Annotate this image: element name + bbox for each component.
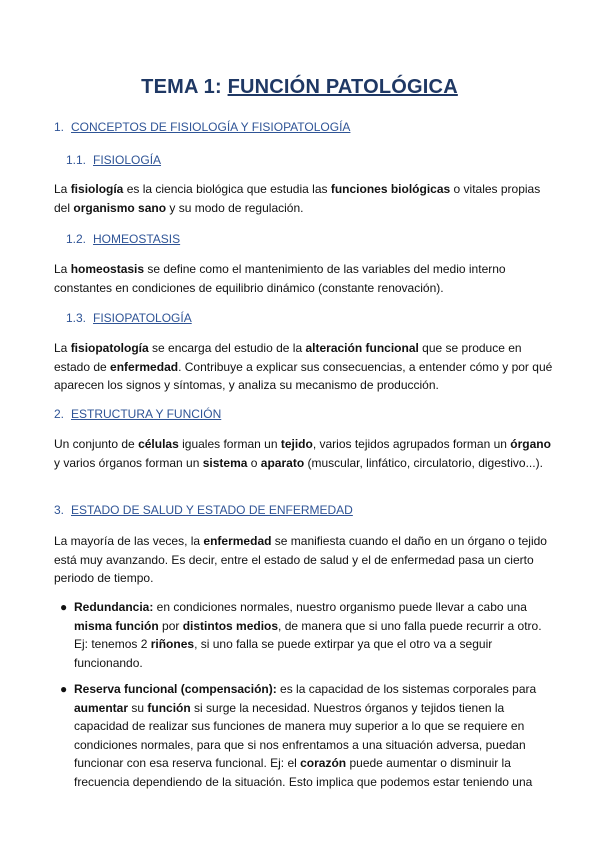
- text: y varios órganos forman un: [54, 455, 203, 470]
- list-item-reserva-funcional: [60, 680, 550, 792]
- bold-term: Reserva funcional (compensación):: [74, 682, 277, 696]
- list-item-text: [60, 598, 550, 672]
- section-number: 2.: [54, 407, 65, 421]
- bold-term: función: [147, 700, 191, 715]
- text: (muscular, linfático, circulatorio, digestivo...).: [304, 455, 543, 470]
- bold-term: distintos medios: [182, 618, 279, 633]
- text: Un conjunto de: [54, 437, 139, 451]
- section-label: FISIOLOGÍA: [93, 153, 162, 167]
- text: iguales forman un: [178, 437, 281, 451]
- bold-term: órgano: [510, 437, 551, 451]
- text: o: [247, 455, 261, 470]
- text: se manifiesta cuando el daño en un órgano o tejido está muy avanzando. Es decir, entre el estado de salud y el de enfermedad pasa un cierto periodo de tiempo.: [54, 534, 547, 586]
- bold-term: corazón: [300, 756, 347, 771]
- text: La: [54, 341, 71, 355]
- section-1-2-heading: [66, 232, 180, 246]
- text: es la ciencia biológica que estudia las: [123, 182, 331, 196]
- bold-term: Redundancia:: [74, 600, 154, 614]
- text: es la capacidad de los sistemas corporales para: [276, 682, 537, 696]
- text: o vitales propias del: [54, 182, 541, 215]
- text: se encarga del estudio de la: [148, 341, 306, 355]
- section-1-3-heading: [66, 311, 192, 325]
- text: que se produce en estado de: [54, 341, 522, 374]
- bold-term: tejido: [280, 437, 313, 451]
- paragraph-salud: [54, 532, 554, 588]
- text: , si uno falla se puede extirpar ya que el otro va a seguir funcionando.: [74, 637, 493, 670]
- text: La mayoría de las veces, la: [54, 534, 204, 548]
- section-label: HOMEOSTASIS: [93, 232, 181, 246]
- bold-term: funciones biológicas: [330, 182, 451, 196]
- section-label: CONCEPTOS DE FISIOLOGÍA Y FISIOPATOLOGÍA: [71, 120, 351, 134]
- bold-term: sistema: [202, 455, 248, 470]
- bullet-icon: ●: [60, 682, 68, 696]
- section-number: 1.3.: [66, 311, 87, 325]
- text: , varios tejidos agrupados forman un: [312, 437, 511, 451]
- section-label: ESTRUCTURA Y FUNCIÓN: [71, 407, 222, 421]
- title-prefix: TEMA 1:: [141, 76, 228, 98]
- text: La: [54, 262, 71, 276]
- list-item-redundancia: [60, 598, 550, 672]
- bold-term: fisiopatología: [70, 341, 149, 355]
- text: en condiciones normales, nuestro organismo puede llevar a cabo una: [153, 600, 527, 614]
- bold-term: enfermedad: [110, 359, 179, 374]
- text: La: [54, 182, 71, 196]
- bold-term: misma función: [74, 618, 159, 633]
- bold-term: enfermedad: [203, 534, 272, 548]
- text: su: [128, 700, 148, 715]
- bold-term: aumentar: [74, 700, 129, 715]
- paragraph-homeostasis: [54, 260, 554, 297]
- text: y su modo de regulación.: [166, 200, 304, 215]
- section-3-heading: [54, 503, 353, 517]
- bullet-icon: ●: [60, 600, 68, 614]
- text: si surge la necesidad. Nuestros órganos y tejidos tienen la capacidad de realizar sus funciones de manera muy superior a lo que se requiere en condiciones normales, para que si nos enfrentamos a una situación adversa, puedan funcionar con esa reserva funcional. Ej: el: [74, 700, 526, 771]
- section-label: FISIOPATOLOGÍA: [93, 311, 192, 325]
- bold-term: células: [138, 437, 179, 451]
- section-number: 1.1.: [66, 153, 87, 167]
- text: puede aumentar o disminuir la frecuencia dependiendo de la situación. Esto implica que podemos estar teniendo una: [74, 756, 533, 789]
- paragraph-fisiopatologia: [54, 339, 554, 395]
- section-number: 1.: [54, 120, 65, 134]
- bold-term: riñones: [150, 637, 195, 652]
- section-1-1-heading: [66, 153, 161, 167]
- list-item-text: [60, 680, 550, 792]
- page-title: [0, 76, 599, 99]
- paragraph-fisiologia: [54, 180, 554, 217]
- section-2-heading: [54, 407, 221, 421]
- bold-term: homeostasis: [70, 262, 145, 276]
- bold-term: fisiología: [70, 182, 124, 196]
- section-label: ESTADO DE SALUD Y ESTADO DE ENFERMEDAD: [71, 503, 353, 517]
- paragraph-estructura: [54, 435, 554, 472]
- bold-term: alteración funcional: [305, 341, 419, 355]
- text: por: [158, 618, 183, 633]
- bold-term: organismo sano: [73, 200, 167, 215]
- title-underlined: FUNCIÓN PATOLÓGICA: [227, 76, 458, 98]
- section-number: 1.2.: [66, 232, 87, 246]
- text: . Contribuye a explicar sus consecuencias, a entender cómo y por qué aparecen los signos y síntomas, y analiza su mecanismo de producción.: [54, 359, 553, 393]
- bold-term: aparato: [260, 455, 305, 470]
- section-1-heading: [54, 120, 350, 134]
- section-number: 3.: [54, 503, 65, 517]
- text: , de manera que si uno falla puede recurrir a otro. Ej: tenemos 2: [74, 618, 542, 652]
- text: se define como el mantenimiento de las variables del medio interno constantes en condiciones de equilibrio dinámico (constante renovación).: [54, 262, 506, 295]
